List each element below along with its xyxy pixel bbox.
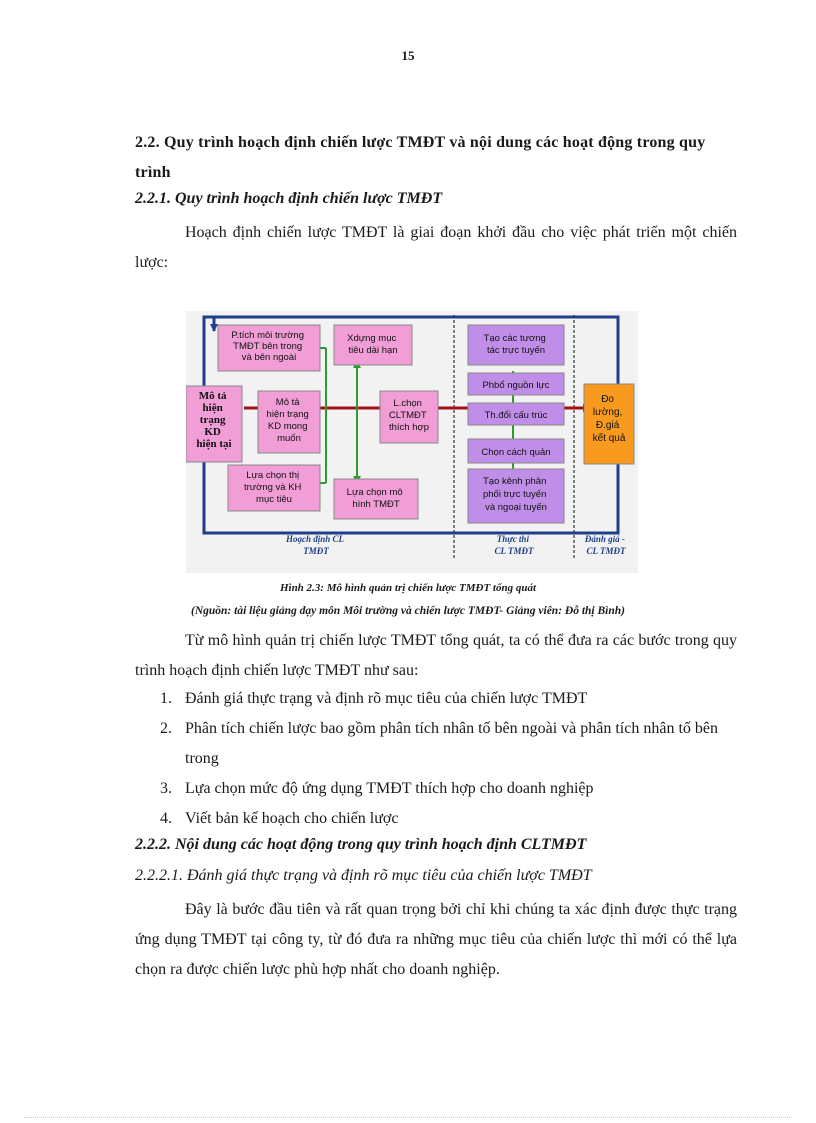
box-text: TMĐT bên trong bbox=[233, 341, 303, 352]
svg-text:Lựa chọn mô hình TMĐT bbox=[347, 487, 406, 510]
subsubsection-heading-2-2-2-1: 2.2.2.1. Đánh giá thực trạng và định rõ mục tiêu của chiến lược TMĐT bbox=[135, 867, 592, 884]
box-text: Tạo kênh phân bbox=[482, 476, 547, 487]
box-text: tiêu dài hạn bbox=[348, 345, 398, 356]
list-text: Lựa chọn mức độ ứng dụng TMĐT thích hợp cho doanh nghiệp bbox=[185, 780, 594, 797]
list-item bbox=[160, 684, 737, 714]
box-text: kết quả bbox=[592, 433, 626, 444]
phase-label: Thực thi bbox=[496, 534, 529, 544]
box-text: Xdựng mục bbox=[347, 333, 397, 344]
page-number: 15 bbox=[401, 48, 415, 63]
box-text: trạng bbox=[199, 414, 226, 426]
box-text: L.chọn bbox=[393, 398, 422, 409]
svg-text:Tạo các tương tác trực tuy bbox=[484, 333, 549, 356]
svg-text:L.chọn CLTMĐT thích hợ bbox=[389, 398, 429, 433]
list-number: 4. bbox=[160, 810, 172, 827]
box-text: Mô tả bbox=[275, 397, 300, 408]
box-text: mục tiêu bbox=[256, 494, 292, 505]
list-item bbox=[160, 804, 737, 834]
box-text: trường và KH bbox=[243, 482, 302, 493]
svg-text:Xdựng mục tiêu dài hạn bbox=[347, 333, 399, 356]
list-text: Đánh giá thực trạng và định rõ mục tiêu của chiến lược TMĐT bbox=[185, 690, 588, 707]
list-number: 1. bbox=[160, 690, 172, 707]
list-item bbox=[160, 714, 737, 774]
svg-text:Tạo kênh phân phối trực tu bbox=[483, 476, 549, 513]
list-number: 2. bbox=[160, 720, 172, 737]
phase-label: CL TMĐT bbox=[494, 546, 534, 556]
box-text: Chọn cách quản bbox=[481, 447, 551, 458]
box-text: Đ.giá bbox=[595, 420, 620, 431]
svg-text:Phbổ nguồn lực bbox=[482, 380, 549, 391]
subsection-heading-2-2-1: 2.2.1. Quy trình hoạch định chiến lược TMĐT bbox=[135, 190, 443, 207]
box-text: P.tích môi trường bbox=[231, 330, 304, 341]
phase-label: Đánh giá - bbox=[584, 534, 625, 544]
svg-text:Th.đổi cấu trúc bbox=[485, 410, 548, 421]
list-item bbox=[160, 774, 737, 804]
box-text: hiện bbox=[202, 402, 223, 414]
figure-caption: Hình 2.3: Mô hình quản trị chiến lược TMĐT tổng quát bbox=[279, 582, 537, 594]
box-text: lường, bbox=[592, 407, 623, 418]
section-heading: 2.2. Quy trình hoạch định chiến lược TMĐT và nội dung các hoạt động trong quy trình bbox=[135, 134, 706, 181]
box-text: và ngoại tuyến bbox=[485, 502, 547, 513]
box-text: Lựa chọn mô bbox=[346, 487, 403, 498]
svg-text:Mô tả hiện trạng K bbox=[196, 390, 231, 450]
svg-text:Chọn cách quản bbox=[481, 447, 550, 458]
paragraph-evaluation: Đây là bước đầu tiên và rất quan trọng bởi chỉ khi chúng ta xác định được thực trạng ứng dụng TMĐT tại công ty, từ đó đưa ra những mục tiêu của chiến lược thì mới có thể lựa chọn ra được chiến lược phù hợp nhất cho doanh nghiệp. bbox=[135, 901, 737, 978]
box-text: hình TMĐT bbox=[352, 499, 400, 510]
box-text: Th.đổi cấu trúc bbox=[484, 410, 548, 421]
box-text: CLTMĐT bbox=[388, 410, 427, 421]
box-text: Đo bbox=[601, 394, 615, 405]
box-text: và bên ngoài bbox=[241, 352, 297, 363]
intro-paragraph: Hoạch định chiến lược TMĐT là giai đoạn khởi đầu cho việc phát triển một chiến lược: bbox=[135, 224, 737, 271]
box-text: Phbổ nguồn lực bbox=[482, 380, 550, 391]
box-text: hiện trạng bbox=[266, 409, 309, 420]
box-text: Mô tả bbox=[198, 390, 227, 402]
list-number: 3. bbox=[160, 780, 172, 797]
box-text: hiện tại bbox=[196, 438, 232, 450]
subsection-heading-2-2-2: 2.2.2. Nội dung các hoạt động trong quy trình hoạch định CLTMĐT bbox=[135, 836, 587, 853]
figure-source: (Nguồn: tài liệu giảng dạy môn Môi trường và chiến lược TMĐT- Giảng viên: Đỗ thị Bình) bbox=[191, 605, 625, 617]
phase-label: TMĐT bbox=[303, 546, 329, 556]
paragraph-steps-intro: Từ mô hình quản trị chiến lược TMĐT tổng quát, ta có thể đưa ra các bước trong quy trình hoạch định chiến lược TMĐT như sau: bbox=[135, 632, 737, 679]
strategy-management-diagram bbox=[186, 311, 638, 573]
box-text: tác trực tuyến bbox=[486, 345, 546, 356]
steps-list bbox=[160, 684, 737, 834]
box-text: KD bbox=[204, 426, 221, 438]
box-text: KD mong bbox=[267, 421, 308, 432]
box-text: Tạo các tương bbox=[483, 333, 546, 344]
phase-label: Hoạch định CL bbox=[286, 534, 344, 544]
list-text: Viết bản kế hoạch cho chiến lược bbox=[185, 810, 399, 827]
footer-divider bbox=[24, 1117, 792, 1118]
list-text: Phân tích chiến lược bao gồm phân tích nhân tố bên ngoài và phân tích nhân tố bên trong bbox=[185, 720, 718, 767]
box-text: thích hợp bbox=[388, 422, 430, 433]
svg-text:P.tích môi trường TMĐT bên bbox=[231, 330, 306, 363]
box-text: muốn bbox=[277, 433, 301, 444]
box-text: phối trực tuyến bbox=[482, 489, 547, 500]
box-text: Lựa chọn thị bbox=[246, 470, 300, 481]
phase-label: CL TMĐT bbox=[586, 546, 626, 556]
